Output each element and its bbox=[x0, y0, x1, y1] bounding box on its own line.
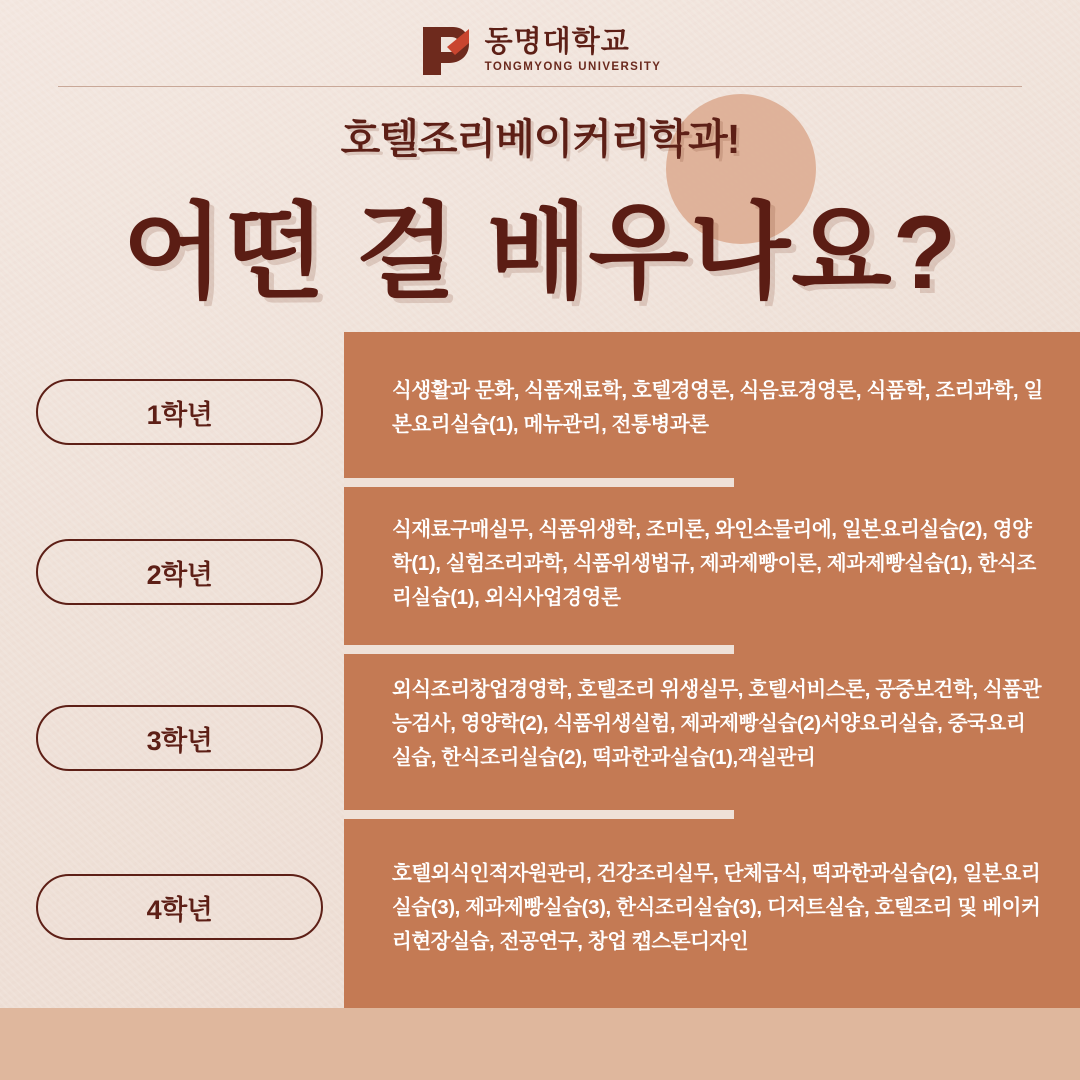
year-pill-2[interactable] bbox=[36, 539, 323, 605]
year-pill-1[interactable] bbox=[36, 379, 323, 445]
sub-headline: 호텔조리베이커리학과! bbox=[340, 116, 740, 162]
year-label: 2학년 bbox=[146, 559, 213, 590]
bottom-band bbox=[0, 1008, 1080, 1080]
panel-separator-2 bbox=[344, 645, 734, 654]
main-headline: 어떤 걸 배우나요? bbox=[122, 195, 958, 311]
year-label: 4학년 bbox=[146, 894, 213, 925]
university-logo bbox=[0, 16, 1080, 86]
year-label: 1학년 bbox=[146, 399, 213, 430]
logo-korean-name: 동명대학교 bbox=[484, 26, 630, 59]
logo-wordmark bbox=[485, 28, 662, 74]
year-courses-4: 호텔외식인적자원관리, 건강조리실무, 단체급식, 떡과한과실습(2), 일본요리실습(3), 제과제빵실습(3), 한식조리실습(3), 디저트실습, 호텔조리 및 베이커리현장실습, 전공연구, 창업 캡스톤디자인 bbox=[392, 862, 1041, 953]
year-pill-4[interactable] bbox=[36, 874, 323, 940]
year-courses-2: 식재료구매실무, 식품위생학, 조미론, 와인소믈리에, 일본요리실습(2), 영양학(1), 실험조리과학, 식품위생법규, 제과제빵이론, 제과제빵실습(1), 한식조리실습(1), 외식사업경영론 bbox=[392, 518, 1036, 609]
year-pill-3[interactable] bbox=[36, 705, 323, 771]
logo-english-name: TONGMYONG UNIVERSITY bbox=[484, 61, 662, 74]
panel-separator-1 bbox=[344, 478, 734, 487]
header-divider bbox=[58, 86, 1022, 87]
panel-separator-3 bbox=[344, 810, 734, 819]
tongmyong-logo-icon bbox=[419, 23, 473, 79]
year-courses-3: 외식조리창업경영학, 호텔조리 위생실무, 호텔서비스론, 공중보건학, 식품관능검사, 영양학(2), 식품위생실험, 제과제빵실습(2)서양요리실습, 중국요리실습, 한식조리실습(2), 떡과한과실습(1),객실관리 bbox=[392, 678, 1042, 769]
year-courses-1: 식생활과 문화, 식품재료학, 호텔경영론, 식음료경영론, 식품학, 조리과학, 일본요리실습(1), 메뉴관리, 전통병과론 bbox=[392, 379, 1043, 436]
year-label: 3학년 bbox=[146, 725, 213, 756]
